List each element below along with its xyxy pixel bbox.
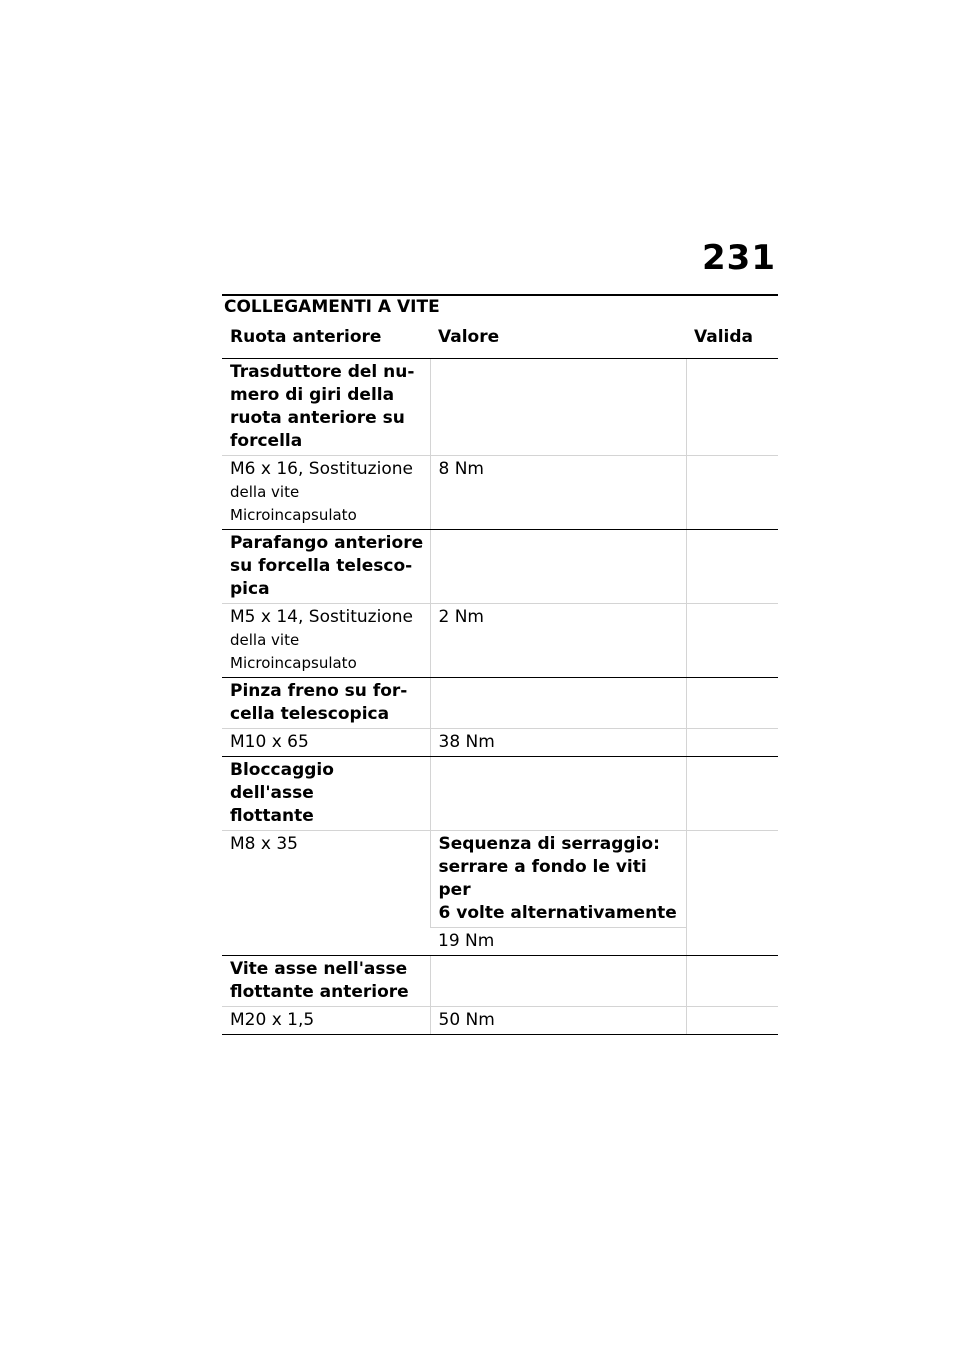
empty-cell [686, 757, 778, 831]
torque-value: 38 Nm [430, 729, 686, 757]
section-divider [222, 294, 778, 296]
table-row [222, 831, 778, 928]
page-number: 231 [702, 238, 776, 278]
screw-spec: M6 x 16, Sostituzione della vite Microincapsulato [222, 456, 430, 530]
table-row [222, 678, 778, 729]
torque-value: 50 Nm [430, 1007, 686, 1035]
section-title: COLLEGAMENTI A VITE [224, 297, 440, 317]
empty-cell [686, 604, 778, 678]
table-row [222, 757, 778, 831]
empty-cell [686, 729, 778, 757]
empty-cell [686, 956, 778, 1007]
screw-spec: M20 x 1,5 [222, 1007, 430, 1035]
component-name: Trasduttore del nu- mero di giri della ruota anteriore su forcella [222, 359, 430, 456]
component-name: Vite asse nell'asse flottante anteriore [222, 956, 430, 1007]
empty-cell [686, 456, 778, 530]
empty-cell [430, 956, 686, 1007]
table-row [222, 1007, 778, 1035]
header-value: Valore [430, 322, 686, 359]
torque-value: 19 Nm [430, 928, 686, 956]
table-row [222, 604, 778, 678]
table-row [222, 729, 778, 757]
header-valid: Valida [686, 322, 778, 359]
screw-spec: M8 x 35 [222, 831, 430, 956]
table-row [222, 956, 778, 1007]
screw-spec: M10 x 65 [222, 729, 430, 757]
torque-value: 8 Nm [430, 456, 686, 530]
screw-spec: M5 x 14, Sostituzione della vite Microincapsulato [222, 604, 430, 678]
empty-cell [686, 359, 778, 456]
table-header-row [222, 322, 778, 359]
table-row [222, 530, 778, 604]
empty-cell [686, 530, 778, 604]
table-row [222, 456, 778, 530]
header-component: Ruota anteriore [222, 322, 430, 359]
component-name: Bloccaggio dell'asse flottante [222, 757, 430, 831]
empty-cell [686, 1007, 778, 1035]
empty-cell [430, 359, 686, 456]
component-name: Pinza freno su for- cella telescopica [222, 678, 430, 729]
empty-cell [686, 831, 778, 956]
tightening-sequence: Sequenza di serraggio: serrare a fondo le viti per 6 volte alternativamente [430, 831, 686, 928]
empty-cell [430, 530, 686, 604]
empty-cell [686, 678, 778, 729]
torque-table [222, 322, 778, 1035]
component-name: Parafango anteriore su forcella telesco- pica [222, 530, 430, 604]
empty-cell [430, 678, 686, 729]
empty-cell [430, 757, 686, 831]
table-row [222, 359, 778, 456]
torque-value: 2 Nm [430, 604, 686, 678]
